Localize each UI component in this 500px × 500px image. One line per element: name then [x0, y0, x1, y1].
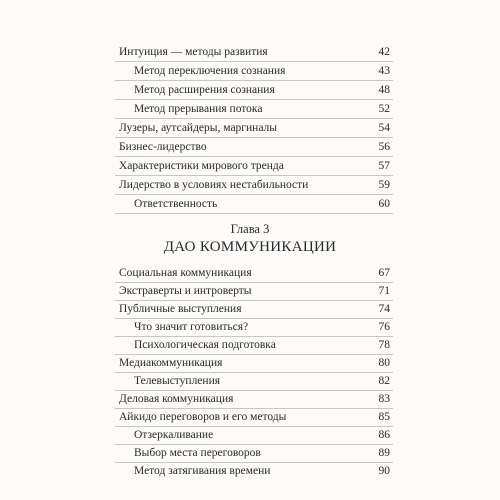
toc-entry-title: Выбор места переговоров: [134, 447, 261, 459]
toc-entry-title: Лидерство в условиях нестабильности: [119, 179, 309, 191]
toc-entry-title: Лузеры, аутсайдеры, маргиналы: [119, 122, 278, 134]
toc-entry-page: 54: [378, 122, 390, 134]
toc-entry: [0, 338, 500, 352]
toc-entry-page: 42: [378, 46, 390, 58]
separator: [115, 118, 393, 119]
toc-entry: [0, 202, 500, 216]
toc-entry-title: Бизнес-лидерство: [119, 141, 207, 153]
toc-entry-page: 67: [378, 267, 390, 279]
toc-entry-title: Медиакоммуникация: [119, 357, 223, 369]
chapter-title: ДАО КОММУНИКАЦИИ: [163, 239, 337, 255]
toc-entry-page: 56: [378, 141, 390, 153]
toc-entry: [0, 410, 500, 424]
toc-entry: [0, 302, 500, 316]
toc-entry-page: 82: [378, 375, 390, 387]
toc-entry: [0, 45, 500, 59]
toc-entry: [0, 159, 500, 173]
toc-entry-title: Метод прерывания потока: [134, 103, 263, 115]
toc-entry: [0, 83, 500, 97]
toc-entry-title: Интуиция — методы развития: [119, 46, 268, 58]
toc-entry: [0, 266, 500, 280]
toc-entry-title: Метод переключения сознания: [134, 65, 286, 77]
separator: [115, 426, 393, 427]
separator: [115, 300, 393, 301]
toc-entry: [0, 392, 500, 406]
toc-entry-page: 89: [378, 447, 390, 459]
separator: [115, 318, 393, 319]
toc-entry-page: 78: [378, 339, 390, 351]
toc-entry-page: 85: [378, 411, 390, 423]
separator: [115, 99, 393, 100]
chapter-label: Глава 3: [230, 222, 270, 236]
toc-entry: [0, 356, 500, 370]
toc-entry-title: Характеристики мирового тренда: [119, 160, 284, 172]
separator: [115, 156, 393, 157]
separator: [115, 137, 393, 138]
toc-entry-title: Социальная коммуникация: [119, 267, 252, 279]
toc-entry-title: Айкидо переговоров и его методы: [119, 411, 287, 423]
toc-entry-page: 83: [378, 393, 390, 405]
separator: [115, 61, 393, 62]
toc-entry: [0, 102, 500, 116]
toc-entry: [0, 284, 500, 298]
separator: [115, 372, 393, 373]
toc-entry-title: Отзеркаливание: [134, 429, 214, 441]
toc-entry-title: Что значит готовиться?: [134, 321, 249, 333]
separator: [115, 80, 393, 81]
toc-entry: [0, 446, 500, 460]
separator: [115, 354, 393, 355]
toc-entry-title: Ответственность: [134, 198, 218, 210]
toc-entry-title: Публичные выступления: [119, 303, 242, 315]
separator: [115, 444, 393, 445]
toc-entry-page: 76: [378, 321, 390, 333]
separator: [115, 282, 393, 283]
toc-entry-page: 80: [378, 357, 390, 369]
separator: [115, 390, 393, 391]
toc-entry-title: Метод расширения сознания: [134, 84, 275, 96]
toc-entry: [0, 464, 500, 478]
toc-entry: [0, 140, 500, 154]
toc-entry-page: 86: [378, 429, 390, 441]
separator: [115, 462, 393, 463]
toc-entry-page: 59: [378, 179, 390, 191]
toc-entry-title: Экстраверты и интроверты: [119, 285, 252, 297]
toc-entry-page: 71: [378, 285, 390, 297]
toc-entry: [0, 428, 500, 442]
toc-entry-title: Метод затягивания времени: [134, 465, 271, 477]
toc-entry-page: 43: [378, 65, 390, 77]
toc-entry-page: 57: [378, 160, 390, 172]
toc-entry-page: 48: [378, 84, 390, 96]
toc-entry-title: Психологическая подготовка: [134, 339, 276, 351]
toc-entry-page: 90: [378, 465, 390, 477]
toc-entry: [0, 121, 500, 135]
toc-entry: [0, 320, 500, 334]
separator: [115, 408, 393, 409]
toc-entry-title: Телевыступления: [134, 375, 221, 387]
toc-entry: [0, 64, 500, 78]
separator: [115, 175, 393, 176]
toc-entry-title: Деловая коммуникация: [119, 393, 234, 405]
toc-entry-page: 52: [378, 103, 390, 115]
toc-entry-page: 60: [378, 198, 390, 210]
separator: [115, 336, 393, 337]
toc-entry-page: 74: [378, 303, 390, 315]
toc-entry: [0, 374, 500, 388]
